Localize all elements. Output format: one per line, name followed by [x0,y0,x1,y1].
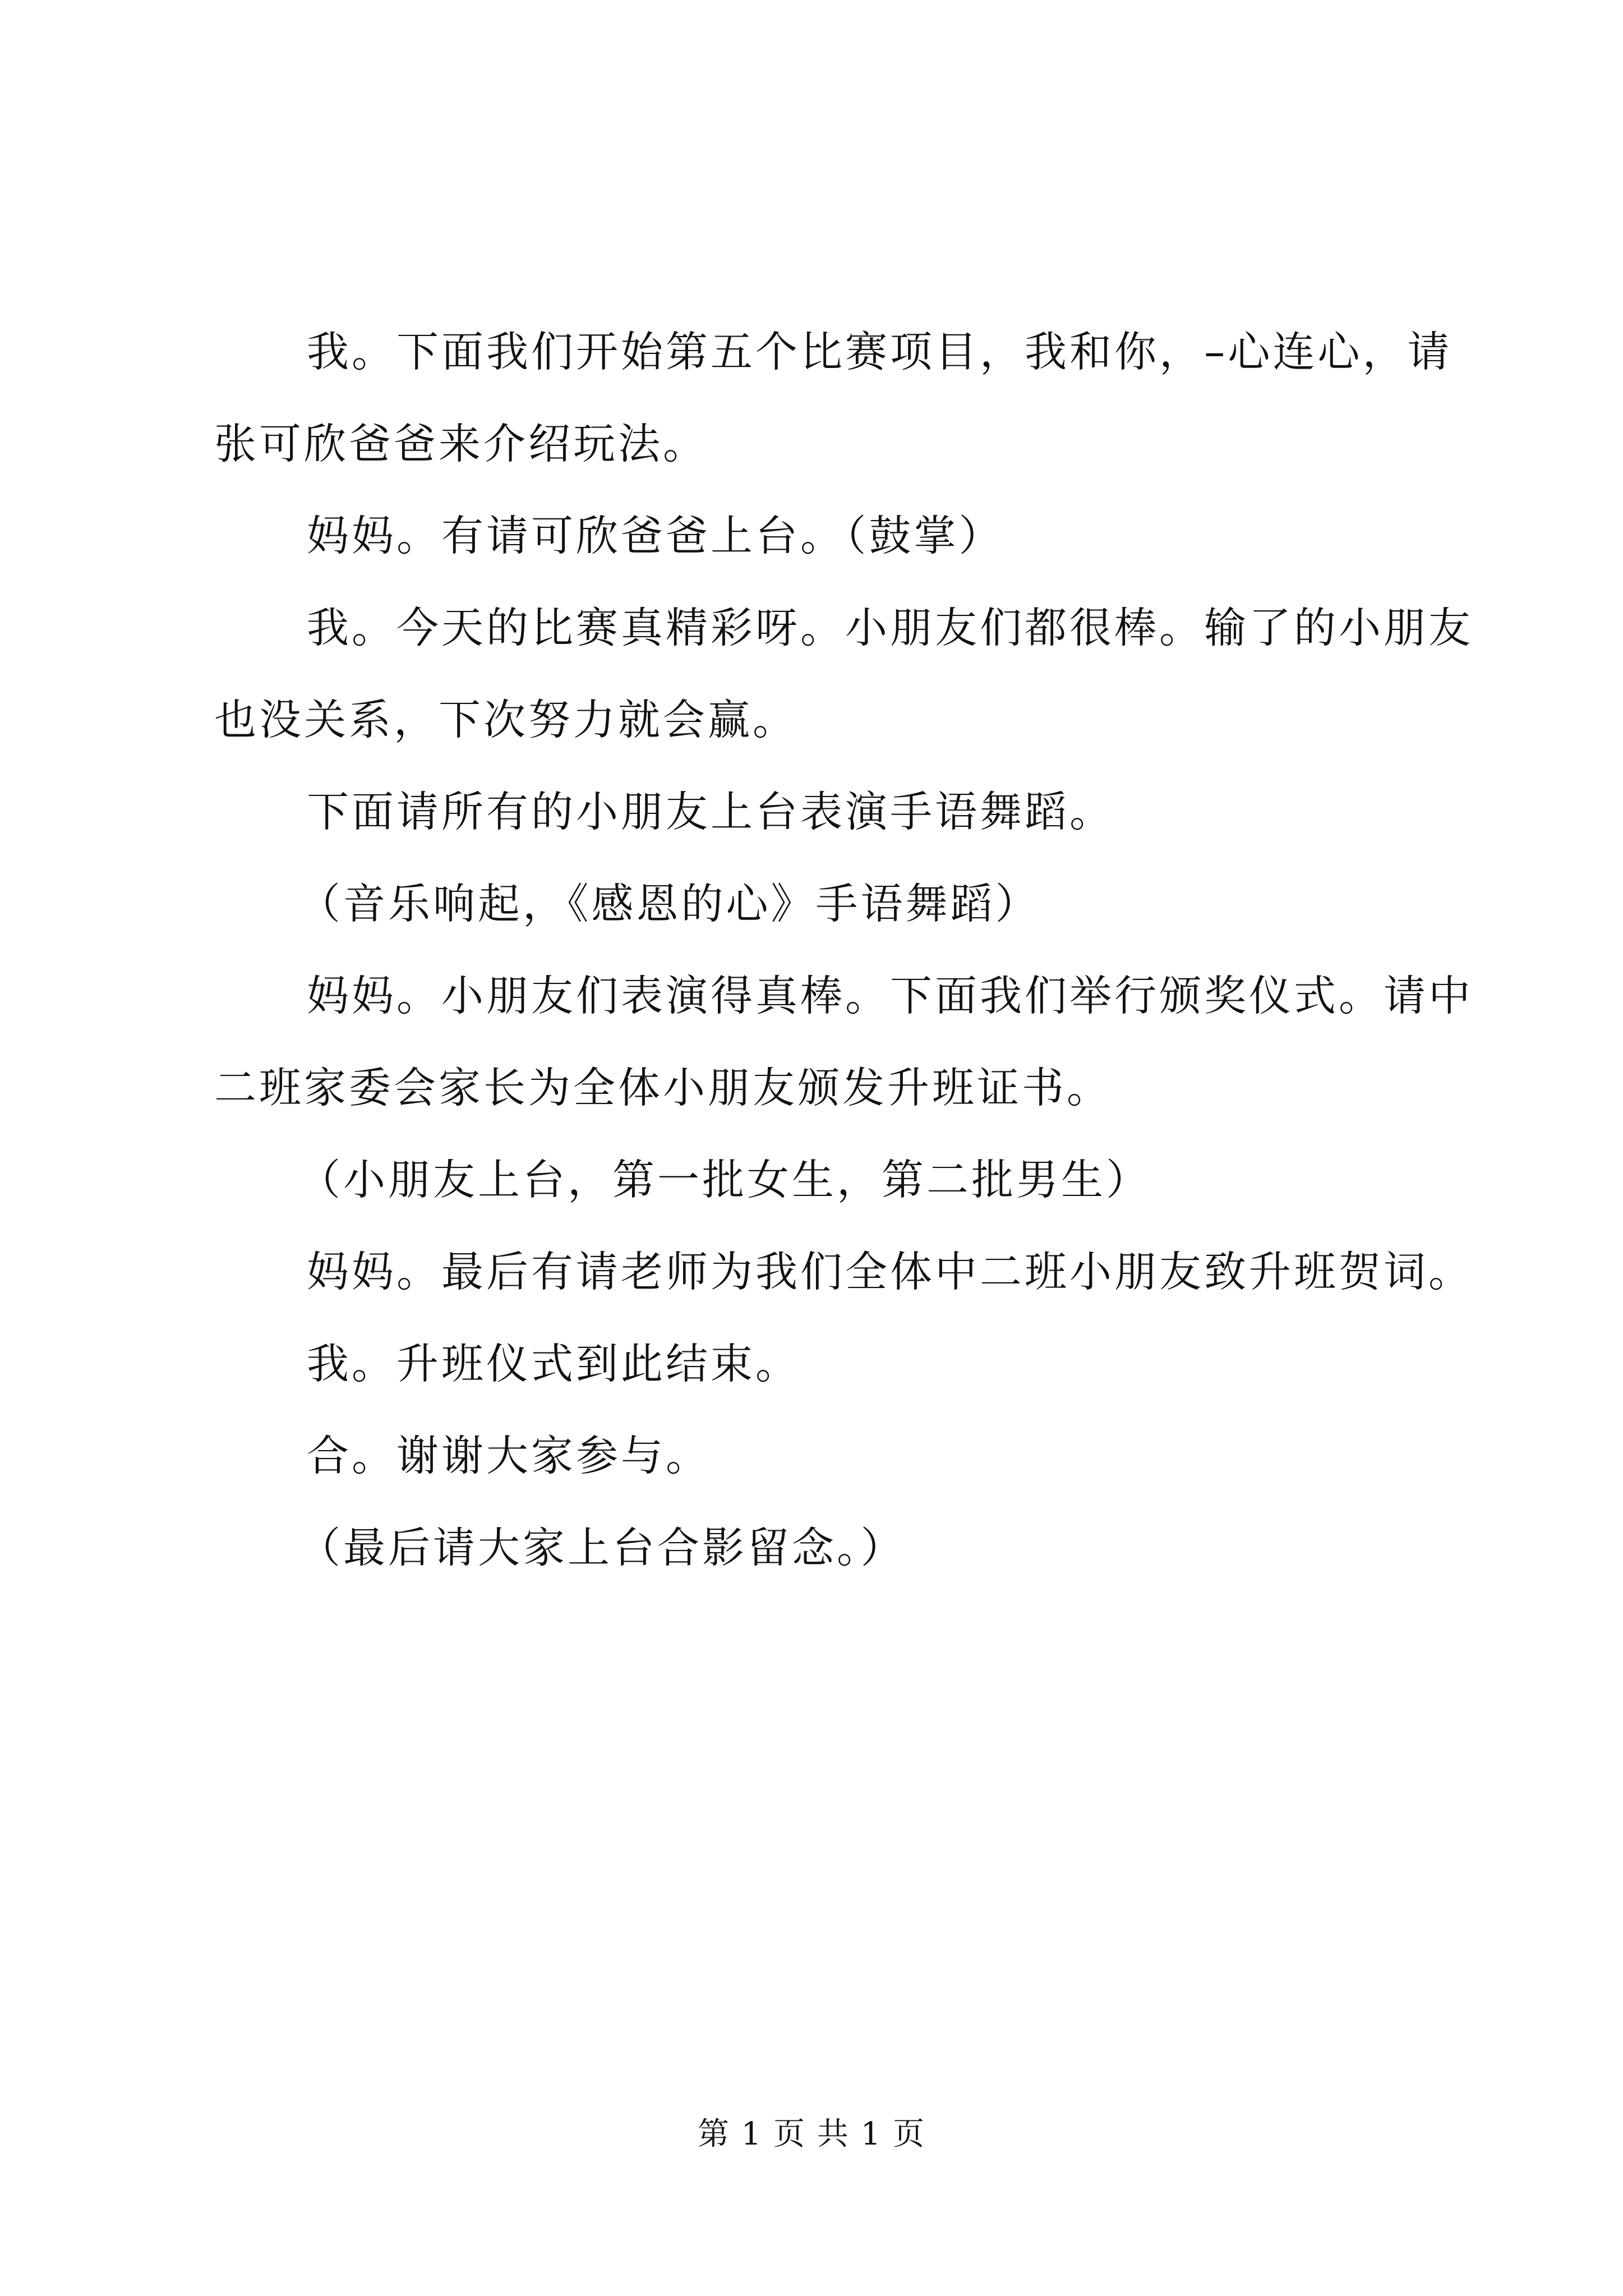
paragraph: （最后请大家上台合影留念。） [298,1523,906,1572]
page-footer [0,2109,1623,2154]
paragraph: （小朋友上台，第一批女生，第二批男生） [298,1155,1151,1204]
paragraph: 我。升班仪式到此结束。 [307,1339,801,1388]
paragraph: 妈妈。最后有请老师为我们全体中二班小朋友致升班贺词。 [307,1247,1474,1296]
paragraph: （音乐响起，《感恩的心》手语舞蹈） [298,879,1040,928]
paragraph: 我。今天的比赛真精彩呀。小朋友们都很棒。输了的小朋友也没关系，下次努力就会赢。 [214,603,1474,744]
paragraph: 合。谢谢大家参与。 [307,1431,711,1480]
paragraph: 妈妈。小朋友们表演得真棒。下面我们举行颁奖仪式。请中二班家委会家长为全体小朋友颁发升班证书。 [214,971,1474,1112]
document-body [214,306,1476,1594]
paragraph: 我。下面我们开始第五个比赛项目，我和你，–心连心，请张可欣爸爸来介绍玩法。 [214,327,1453,468]
page-number-label: 第 1 页 共 1 页 [697,2116,926,2152]
paragraph: 妈妈。有请可欣爸爸上台。（鼓掌） [307,511,1004,560]
paragraph: 下面请所有的小朋友上台表演手语舞蹈。 [307,787,1115,836]
